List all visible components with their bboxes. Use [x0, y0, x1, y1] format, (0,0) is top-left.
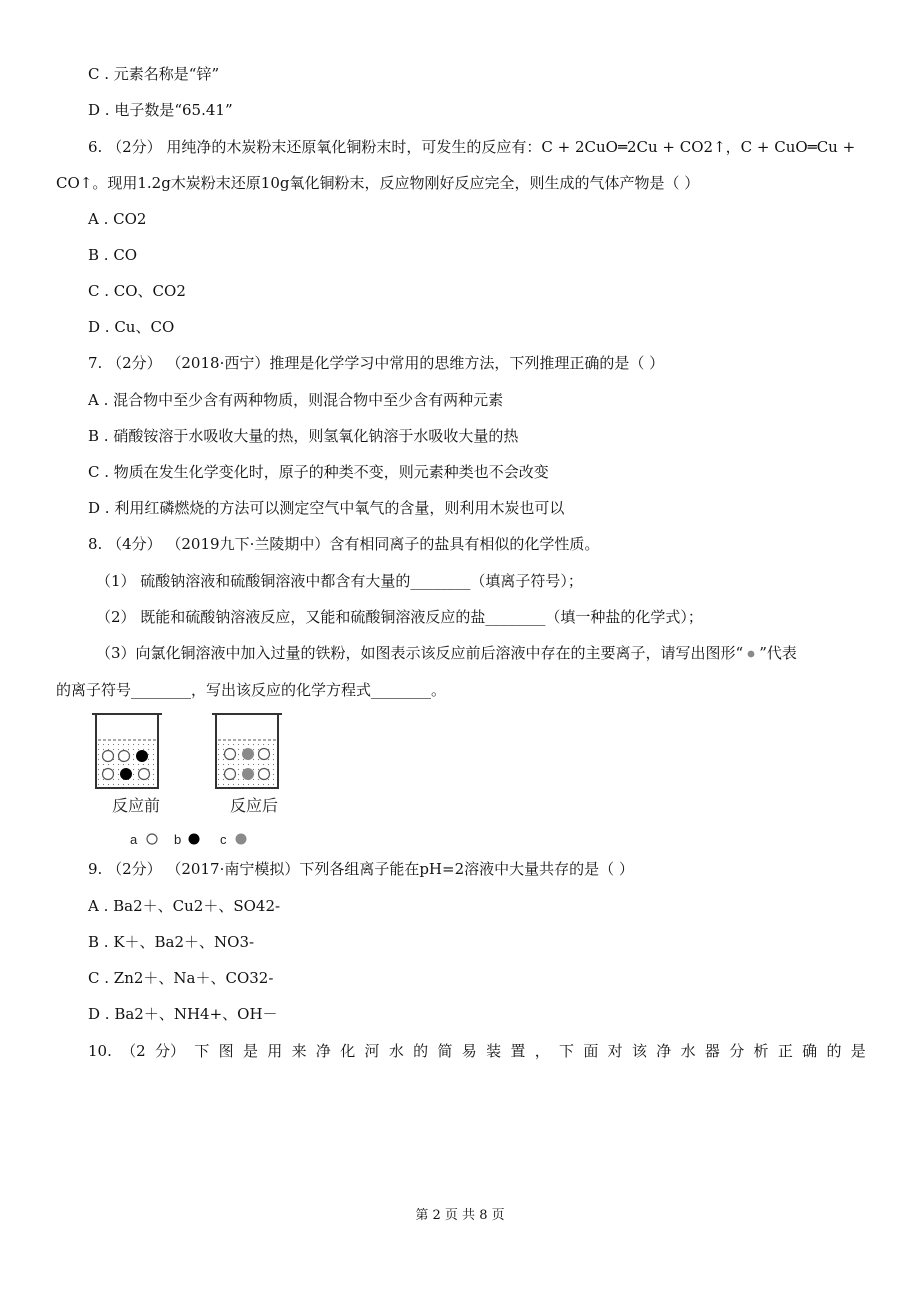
- q10-token: 器: [704, 1042, 720, 1060]
- q8-sub1: （1） 硫酸钠溶液和硫酸铜溶液中都含有大量的________（填离子符号）；: [96, 572, 583, 590]
- ion-a: [119, 751, 130, 762]
- q10-token: （2: [121, 1042, 146, 1060]
- q10-token: 下: [559, 1042, 575, 1060]
- q8-stem: 8. （4分） （2019九下·兰陵期中）含有相同离子的盐具有相似的化学性质。: [88, 535, 600, 553]
- q5-option-c: C . 元素名称是“锌”: [88, 65, 220, 83]
- q10-token: 置: [510, 1042, 526, 1060]
- q10-token: 10.: [88, 1042, 112, 1060]
- legend: [130, 832, 247, 847]
- beaker-before: [92, 714, 162, 788]
- q10-stem: [88, 1041, 866, 1061]
- q6-stem-line2: CO↑。现用1.2g木炭粉末还原10g氧化铜粉末，反应物刚好反应完全，则生成的气体产物是（ ）: [56, 174, 700, 192]
- q8-sub3-line2: 的离子符号________，写出该反应的化学方程式________。: [56, 681, 447, 699]
- q7-stem: 7. （2分） （2018·西宁）推理是化学学习中常用的思维方法，下列推理正确的是（ ）: [88, 354, 665, 372]
- label-before: 反应前: [111, 798, 161, 815]
- ion-c: [242, 768, 254, 780]
- q10-token: 下: [194, 1042, 210, 1060]
- q10-token: 易: [461, 1042, 477, 1060]
- q9-option-a: A . Ba2＋、Cu2＋、SO42-: [88, 897, 281, 915]
- beaker-after: [212, 714, 282, 788]
- legend-a-icon: [147, 834, 157, 844]
- q9-option-d: D . Ba2＋、NH4+、OH－: [88, 1005, 278, 1023]
- q8-sub3-text-before: （3）向氯化铜溶液中加入过量的铁粉，如图表示该反应前后溶液中存在的主要离子，请写出图形“: [96, 644, 744, 662]
- q7-option-c: C . 物质在发生化学变化时，原子的种类不变，则元素种类也不会改变: [88, 463, 549, 481]
- legend-a-label: a: [130, 832, 138, 847]
- q10-token: 用: [267, 1042, 283, 1060]
- beaker-diagram: [86, 712, 296, 852]
- legend-c-label: c: [220, 832, 227, 847]
- ion-a: [139, 769, 150, 780]
- q10-token: 简: [437, 1042, 453, 1060]
- ion-a: [259, 749, 270, 760]
- beaker-figure: [86, 712, 296, 852]
- q10-token: 净: [656, 1042, 672, 1060]
- q9-option-c: C . Zn2＋、Na＋、CO32-: [88, 969, 274, 987]
- q10-token: 的: [826, 1042, 842, 1060]
- q10-token: 河: [364, 1042, 380, 1060]
- q10-token: 图: [218, 1042, 234, 1060]
- q10-token: 分: [729, 1042, 745, 1060]
- q10-token: 水: [388, 1042, 404, 1060]
- label-after: 反应后: [229, 798, 279, 815]
- ion-a: [259, 769, 270, 780]
- q9-stem: 9. （2分） （2017·南宁模拟）下列各组离子能在pH=2溶液中大量共存的是（ ）: [88, 860, 634, 878]
- ion-b: [136, 750, 148, 762]
- ion-a: [103, 769, 114, 780]
- q10-token: 是: [242, 1042, 258, 1060]
- legend-b-icon: [189, 834, 200, 845]
- q6-stem-line1: 6. （2分） 用纯净的木炭粉末还原氧化铜粉末时，可发生的反应有：C + 2CuO═2Cu + CO2↑，C + CuO═Cu +: [88, 138, 856, 156]
- q9-option-b: B . K＋、Ba2＋、NO3-: [88, 933, 255, 951]
- q6-option-a: A . CO2: [88, 210, 147, 228]
- ion-b: [120, 768, 132, 780]
- q8-sub3-line1: [96, 643, 797, 663]
- q10-token: 净: [315, 1042, 331, 1060]
- q10-token: 确: [802, 1042, 818, 1060]
- q10-token: 析: [753, 1042, 769, 1060]
- legend-c-icon: [236, 834, 247, 845]
- q7-option-b: B . 硝酸铵溶于水吸收大量的热，则氢氧化钠溶于水吸收大量的热: [88, 427, 519, 445]
- q10-token: 对: [607, 1042, 623, 1060]
- q10-token: 水: [680, 1042, 696, 1060]
- q10-token: 的: [413, 1042, 429, 1060]
- ion-a: [225, 749, 236, 760]
- q10-token: 正: [777, 1042, 793, 1060]
- ion-c: [242, 748, 254, 760]
- q6-option-d: D . Cu、CO: [88, 318, 175, 336]
- q7-option-a: A . 混合物中至少含有两种物质，则混合物中至少含有两种元素: [88, 391, 504, 409]
- q10-token: 化: [340, 1042, 356, 1060]
- q6-option-b: B . CO: [88, 246, 138, 264]
- ion-a: [225, 769, 236, 780]
- q8-sub3-text-after: ”代表: [759, 644, 797, 662]
- q7-option-d: D . 利用红磷燃烧的方法可以测定空气中氧气的含量，则利用木炭也可以: [88, 499, 565, 517]
- q10-token: 是: [850, 1042, 866, 1060]
- q10-token: 该: [631, 1042, 647, 1060]
- legend-b-label: b: [174, 832, 182, 847]
- ion-a: [103, 751, 114, 762]
- q10-token: 装: [486, 1042, 502, 1060]
- page-footer: 第 2 页 共 8 页: [415, 1208, 505, 1223]
- q6-option-c: C . CO、CO2: [88, 282, 186, 300]
- q5-option-d: D . 电子数是“65.41”: [88, 101, 233, 119]
- q10-token: 面: [583, 1042, 599, 1060]
- q10-token: 来: [291, 1042, 307, 1060]
- q8-sub2: （2） 既能和硫酸钠溶液反应，又能和硫酸铜溶液反应的盐________（填一种盐的化学式）；: [96, 608, 703, 626]
- q10-token: 分）: [155, 1042, 186, 1060]
- ion-c-symbol-icon: [743, 643, 759, 663]
- q10-token: ，: [534, 1042, 550, 1060]
